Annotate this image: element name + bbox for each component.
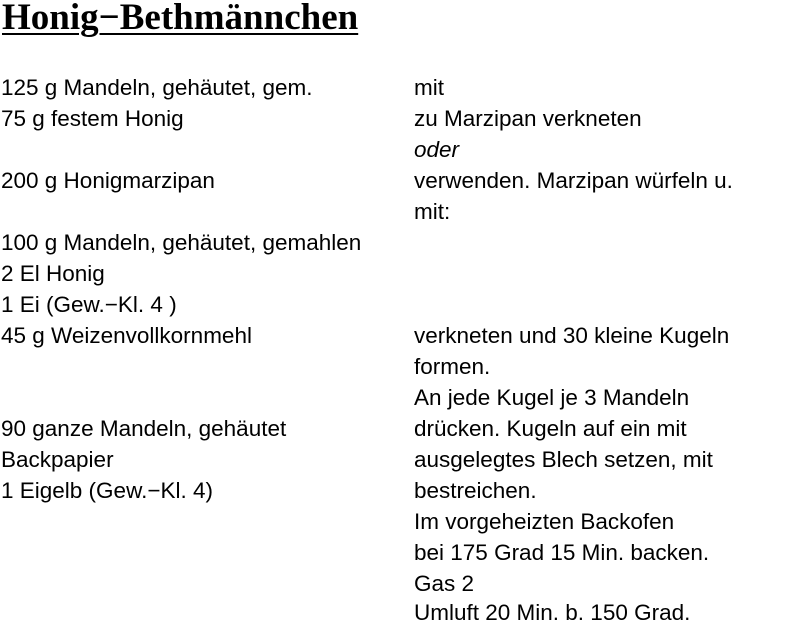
ingredient-text: 125 g Mandeln, gehäutet, gem. (1, 75, 313, 100)
instruction-text: ausgelegtes Blech setzen, mit (414, 447, 713, 472)
ingredient-text: 2 El Honig (1, 261, 105, 286)
ingredient-text: 1 Eigelb (Gew.−Kl. 4) (1, 478, 213, 503)
instruction-text: mit: (414, 199, 451, 224)
recipe-row (0, 72, 793, 103)
recipe-row (0, 289, 793, 320)
ingredient-text: 45 g Weizenvollkornmehl (1, 323, 252, 348)
instruction-text: Im vorgeheizten Backofen (414, 509, 675, 534)
recipe-row (0, 258, 793, 289)
recipe-row (0, 444, 793, 475)
recipe-row (0, 382, 793, 413)
instruction-text: formen. (414, 354, 491, 379)
ingredient-text: 90 ganze Mandeln, gehäutet (1, 416, 287, 441)
ingredient-text: 200 g Honigmarzipan (1, 168, 215, 193)
recipe-row (0, 227, 793, 258)
ingredient-text: 1 Ei (Gew.−Kl. 4 ) (1, 292, 177, 317)
recipe-row (0, 165, 793, 196)
recipe-title: Honig−Bethmännchen (2, 0, 359, 38)
recipe-row (0, 506, 793, 537)
instruction-text: bei 175 Grad 15 Min. backen. (414, 540, 710, 565)
recipe-row (0, 320, 793, 351)
ingredient-text: 100 g Mandeln, gehäutet, gemahlen (1, 230, 362, 255)
instruction-text: An jede Kugel je 3 Mandeln (414, 385, 690, 410)
recipe-row (0, 537, 793, 568)
ingredient-text: Backpapier (1, 447, 114, 472)
recipe-row (0, 568, 793, 599)
recipe-row (0, 351, 793, 382)
ingredient-text: 75 g festem Honig (1, 106, 184, 131)
instruction-text: Gas 2 (414, 571, 475, 596)
instruction-text-italic: oder (414, 137, 460, 162)
recipe-row (0, 475, 793, 506)
recipe-row (0, 103, 793, 134)
recipe-row (0, 134, 793, 165)
instruction-text: drücken. Kugeln auf ein mit (414, 416, 687, 441)
instruction-text: verwenden. Marzipan würfeln u. (414, 168, 733, 193)
instruction-text: bestreichen. (414, 478, 537, 503)
instruction-text: mit (414, 75, 444, 100)
instruction-text: Umluft 20 Min. b. 150 Grad. (414, 600, 691, 625)
recipe-row (0, 196, 793, 227)
instruction-text: zu Marzipan verkneten (414, 106, 642, 131)
instruction-text: verkneten und 30 kleine Kugeln (414, 323, 730, 348)
recipe-row (0, 413, 793, 444)
recipe-row (0, 597, 793, 628)
